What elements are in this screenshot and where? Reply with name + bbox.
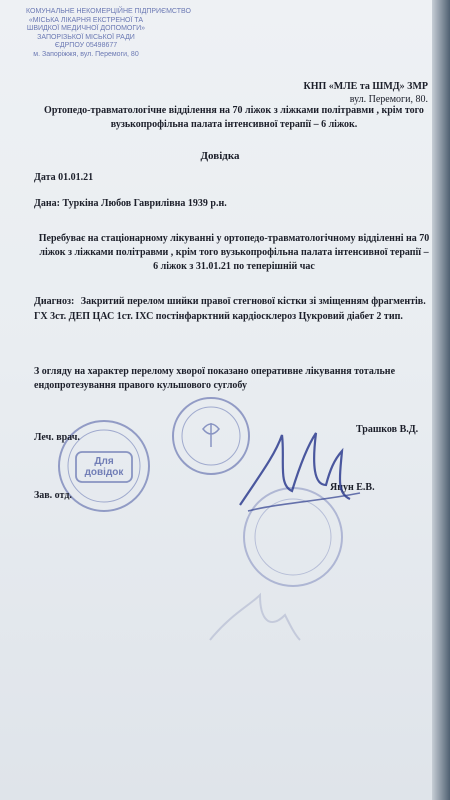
head-name: Яцун Е.В. [330, 482, 375, 493]
stamp-word-2: довідок [84, 467, 124, 478]
signature-scribble [230, 415, 370, 525]
department-description: Ортопедо-травматологічне відділення на 70 ліжок з ліжками політравми , крім того вузькопрофільна палата інтенсивної терапії – 6 ліжок. [44, 105, 424, 130]
institution-block [303, 80, 428, 106]
document-date: Дата 01.01.21 [34, 172, 94, 183]
stamp-line: КОМУНАЛЬНЕ НЕКОМЕРЦІЙНЕ ПІДПРИЄМСТВО [26, 8, 191, 15]
doctor-label: Леч. врач. [34, 432, 80, 443]
institution-name: КНП «МЛЕ та ШМД» ЗМР [303, 81, 428, 92]
square-stamp-text [80, 456, 128, 478]
stamp-line: ШВИДКОЇ МЕДИЧНОЇ ДОПОМОГИ» [26, 25, 146, 32]
stamp-line: «МІСЬКА ЛІКАРНЯ ЕКСТРЕНОЇ ТА [28, 16, 144, 24]
stamp-line: ЗАПОРІЗЬКОЇ МІСЬКОЇ РАДИ [37, 33, 135, 41]
head-label: Зав. отд. [34, 490, 72, 501]
diagnosis-label: Диагноз: [34, 296, 75, 307]
institution-corner-stamp [26, 8, 191, 59]
treatment-indication: З огляду на характер перелому хворої показано оперативне лікування тотальне ендопротезування правого кульшового суглобу [34, 366, 396, 391]
page-edge-shadow [432, 0, 450, 800]
diagnosis-text: Закритий перелом шийки правої стегнової кістки зі зміщенням фрагментів. ГХ 3ст. ДЕП ЦАС 1ст. ІХС постінфарктний кардіосклероз Цукровий діабет 2 тип. [34, 296, 426, 322]
stamp-line: ЄДРПОУ 05498677 [54, 42, 118, 49]
document-title: Довідка [200, 150, 240, 162]
stamp-line: м. Запоріжжя, вул. Перемоги, 80 [33, 50, 139, 58]
institution-address: вул. Перемоги, 80. [349, 94, 428, 105]
patient-line: Дана: Туркіна Любов Гаврилівна 1939 р.н. [34, 198, 227, 209]
hospital-stay-text: Перебуває на стаціонарному лікуванні у ортопедо-травматологічному відділенні на 70 ліжок з ліжками політравми , крім того вузькопрофільна палата інтенсивної терапії – 6 ліжок з 31.01.21 по теперішній час [38, 233, 430, 272]
doctor-name: Трашков В.Д. [356, 424, 419, 435]
diagnosis-block [34, 294, 434, 324]
stamp-word-1: Для [94, 456, 114, 467]
bleed-through-signature [200, 585, 310, 655]
